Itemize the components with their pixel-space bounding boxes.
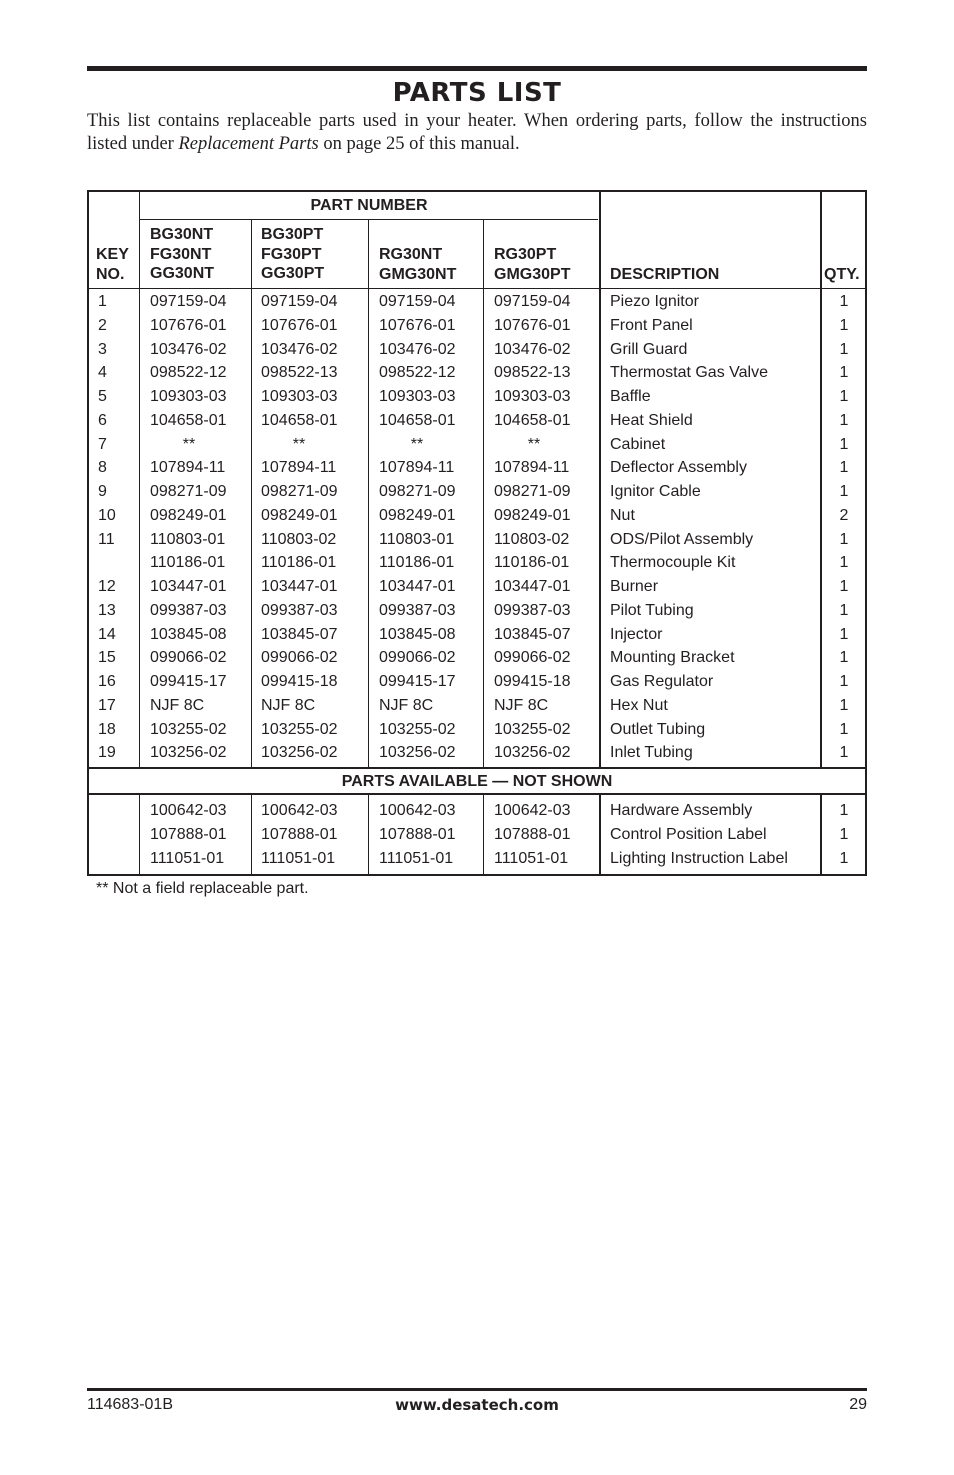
part-number-cell: 099415-17 [379,673,456,690]
description-cell: Inlet Tubing [610,744,693,761]
part-number-header: PART NUMBER [310,197,428,214]
key-number: 8 [98,459,107,476]
part-number-cell: 098522-12 [379,364,456,381]
qty-cell: 1 [839,578,849,595]
model-group-1 [150,225,214,284]
row-divider [89,793,865,795]
part-number-cell: 099387-03 [379,602,456,619]
col-divider [368,794,369,876]
model-name: RG30PT [494,246,557,263]
part-number-cell: 098271-09 [379,483,456,500]
part-number-cell: 107888-01 [261,826,338,843]
intro-text-italic: Replacement Parts [178,134,319,154]
row-divider [89,288,865,289]
part-number-cell: 107894-11 [494,459,570,476]
key-number: 6 [98,412,107,429]
part-number-cell: 110186-01 [261,554,337,571]
key-number: 10 [98,507,116,524]
description-cell: Injector [610,626,663,643]
intro-text-before: This list contains replaceable parts used in your heater. When ordering parts, follow the instructions listed under [87,111,867,154]
model-name: GG30NT [150,265,215,282]
part-number-cell: 098271-09 [494,483,571,500]
part-number-cell: 098249-01 [379,507,456,524]
part-number-cell: 103256-02 [379,744,456,761]
qty-header: QTY. [824,266,860,283]
description-cell: Mounting Bracket [610,649,735,666]
part-number-cell: NJF 8C [379,697,434,714]
part-number-cell: 098271-09 [261,483,338,500]
part-number-cell: 099415-18 [261,673,338,690]
part-number-cell: 110186-01 [150,554,226,571]
key-number: 16 [98,673,116,690]
part-number-cell: 103255-02 [150,721,227,738]
model-name: FG30NT [150,245,212,263]
part-number-cell: ** [410,436,424,453]
part-number-cell: 103476-02 [494,341,571,358]
key-number: 9 [98,483,107,500]
model-group-3 [379,245,456,284]
model-group-4 [494,245,570,284]
description-cell: Ignitor Cable [610,483,701,500]
description-cell: Deflector Assembly [610,459,747,476]
bottom-rule [87,1388,867,1391]
description-cell: Nut [610,507,635,524]
part-number-cell: 098522-13 [261,364,338,381]
part-number-cell: 111051-01 [494,850,569,867]
qty-cell: 1 [839,721,849,738]
model-name: GG30PT [261,265,325,282]
part-number-cell: 099415-17 [150,673,227,690]
model-name: RG30NT [379,246,443,263]
part-number-cell: 110803-02 [494,531,570,548]
part-number-cell: 103476-02 [261,341,338,358]
row-divider [89,767,865,769]
key-number: 3 [98,341,107,358]
col-divider [599,794,601,876]
intro-text-after: on page 25 of this manual. [318,134,520,154]
key-number: 2 [98,317,107,334]
description-cell: Pilot Tubing [610,602,694,619]
part-number-cell: 103256-02 [150,744,227,761]
qty-cell: 1 [839,602,849,619]
key-number: 7 [98,436,107,453]
part-number-cell: 103845-07 [261,626,338,643]
part-number-cell: 111051-01 [150,850,225,867]
key-number: 11 [98,531,115,548]
part-number-cell: 097159-04 [261,293,338,310]
description-cell: Hardware Assembly [610,802,753,819]
qty-cell: 1 [839,341,849,358]
website: www.desatech.com [395,1396,559,1414]
page-title: PARTS LIST [392,78,562,108]
model-group-2 [261,225,324,284]
key-number: 1 [98,293,107,310]
part-number-cell: 110803-01 [150,531,226,548]
key-number: 15 [98,649,116,666]
part-number-cell: 103255-02 [261,721,338,738]
part-number-cell: 107888-01 [494,826,571,843]
part-number-cell: 103476-02 [379,341,456,358]
key-header-line-1: KEY [96,246,129,263]
part-number-cell: 109303-03 [150,388,227,405]
part-number-cell: 103447-01 [379,578,456,595]
part-number-cell: 107676-01 [494,317,571,334]
part-number-cell: 103256-02 [494,744,571,761]
col-divider [368,220,369,768]
part-number-cell: 098271-09 [150,483,227,500]
description-cell: Baffle [610,388,651,405]
qty-cell: 1 [839,826,849,843]
part-number-cell: 109303-03 [379,388,456,405]
part-number-cell: 099066-02 [494,649,571,666]
part-number-cell: 097159-04 [379,293,456,310]
part-number-cell: 099387-03 [494,602,571,619]
key-number: 19 [98,744,116,761]
part-number-cell: 099066-02 [379,649,456,666]
description-cell: Heat Shield [610,412,693,429]
part-number-cell: 107894-11 [150,459,226,476]
part-number-cell: 097159-04 [150,293,227,310]
key-number: 14 [98,626,116,643]
part-number-cell: 097159-04 [494,293,571,310]
col-divider [599,192,601,768]
qty-cell: 1 [839,364,849,381]
model-name: FG30PT [261,245,322,263]
part-number-cell: 107888-01 [150,826,227,843]
description-cell: Piezo Ignitor [610,293,699,310]
qty-cell: 1 [839,459,849,476]
qty-cell: 2 [839,507,849,524]
part-number-cell: 100642-03 [379,802,456,819]
key-number: 18 [98,721,116,738]
part-number-cell: NJF 8C [261,697,316,714]
part-number-cell: 111051-01 [261,850,336,867]
part-number-cell: 110186-01 [494,554,570,571]
col-divider [483,794,484,876]
part-number-cell: 103845-08 [379,626,456,643]
part-number-cell: 103447-01 [494,578,571,595]
description-cell: Hex Nut [610,697,668,714]
description-cell: Cabinet [610,436,666,453]
key-number: 4 [98,364,107,381]
part-number-cell: 104658-01 [379,412,456,429]
qty-cell: 1 [839,673,849,690]
part-number-cell: 103476-02 [150,341,227,358]
qty-cell: 1 [839,412,849,429]
part-number-cell: 109303-03 [261,388,338,405]
qty-cell: 1 [839,388,849,405]
model-name: GMG30PT [494,265,571,283]
description-cell: Thermostat Gas Valve [610,364,768,381]
qty-cell: 1 [839,626,849,643]
part-number-cell: 110186-01 [379,554,455,571]
part-number-cell: 103256-02 [261,744,338,761]
col-divider [139,794,140,876]
key-number: 13 [98,602,116,619]
part-number-cell: 111051-01 [379,850,454,867]
part-number-cell: NJF 8C [494,697,549,714]
qty-cell: 1 [839,531,849,548]
part-number-cell: 107888-01 [379,826,456,843]
part-number-cell: 098249-01 [494,507,571,524]
col-divider [483,220,484,768]
part-number-cell: 100642-03 [150,802,227,819]
description-cell: Control Position Label [610,826,767,843]
qty-cell: 1 [839,554,849,571]
intro-paragraph [87,110,867,156]
part-number-cell: 104658-01 [261,412,338,429]
qty-cell: 1 [839,802,849,819]
not-shown-header: PARTS AVAILABLE — NOT SHOWN [341,773,613,790]
part-number-cell: 110803-01 [379,531,455,548]
qty-cell: 1 [839,436,849,453]
part-number-cell: 099066-02 [150,649,227,666]
part-number-cell: 098522-13 [494,364,571,381]
description-cell: Lighting Instruction Label [610,850,788,867]
key-header [96,245,129,284]
key-number: 5 [98,388,107,405]
part-number-cell: 103447-01 [261,578,338,595]
part-number-cell: 103845-08 [150,626,227,643]
qty-cell: 1 [839,293,849,310]
part-number-cell: 103447-01 [150,578,227,595]
key-header-line-2: NO. [96,265,125,283]
part-number-cell: ** [527,436,541,453]
page-number: 29 [849,1396,867,1413]
qty-cell: 1 [839,649,849,666]
parts-table [87,190,867,876]
qty-cell: 1 [839,483,849,500]
doc-number: 114683-01B [87,1396,173,1413]
part-number-cell: 103255-02 [494,721,571,738]
part-number-cell: ** [182,436,196,453]
description-cell: Gas Regulator [610,673,714,690]
description-cell: Grill Guard [610,341,688,358]
model-name: GMG30NT [379,265,457,283]
description-cell: Burner [610,578,659,595]
qty-cell: 1 [839,317,849,334]
part-number-cell: 103845-07 [494,626,571,643]
part-number-cell: 098249-01 [150,507,227,524]
description-cell: Outlet Tubing [610,721,706,738]
part-number-cell: 099066-02 [261,649,338,666]
col-divider [251,220,252,768]
part-number-cell: 099415-18 [494,673,571,690]
part-number-cell: 098522-12 [150,364,227,381]
key-number: 17 [98,697,116,714]
part-number-cell: 109303-03 [494,388,571,405]
key-number: 12 [98,578,116,595]
part-number-cell: 100642-03 [261,802,338,819]
description-header: DESCRIPTION [610,266,720,283]
part-number-cell: 098249-01 [261,507,338,524]
part-number-cell: 099387-03 [150,602,227,619]
part-number-cell: 107676-01 [379,317,456,334]
description-cell: Front Panel [610,317,693,334]
part-number-cell: 110803-02 [261,531,337,548]
model-name: BG30NT [150,226,214,243]
qty-cell: 1 [839,850,849,867]
part-number-cell: 107894-11 [379,459,455,476]
description-cell: Thermocouple Kit [610,554,736,571]
top-rule [87,66,867,71]
row-divider [139,219,598,220]
part-number-cell: 107676-01 [150,317,227,334]
model-name: BG30PT [261,226,324,243]
part-number-cell: ** [292,436,306,453]
part-number-cell: 107894-11 [261,459,337,476]
description-cell: ODS/Pilot Assembly [610,531,754,548]
footnote: ** Not a field replaceable part. [96,880,309,897]
qty-cell: 1 [839,744,849,761]
part-number-cell: 104658-01 [150,412,227,429]
qty-cell: 1 [839,697,849,714]
part-number-cell: 107676-01 [261,317,338,334]
part-number-cell: NJF 8C [150,697,205,714]
part-number-cell: 099387-03 [261,602,338,619]
col-divider [251,794,252,876]
part-number-cell: 103255-02 [379,721,456,738]
part-number-cell: 100642-03 [494,802,571,819]
col-divider [139,192,140,768]
part-number-cell: 104658-01 [494,412,571,429]
